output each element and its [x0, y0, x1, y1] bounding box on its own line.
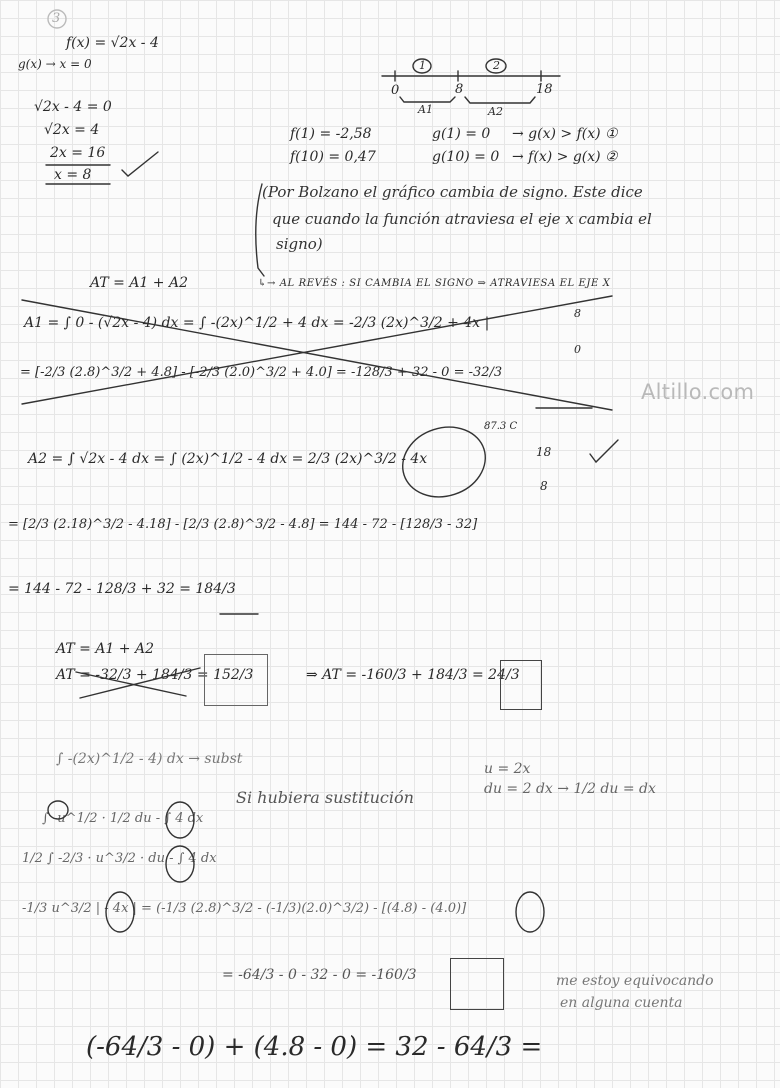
equation-step-1: √2x - 4 = 0	[34, 99, 112, 115]
f-at-10: f(10) = 0,47	[290, 149, 376, 165]
a1-integral-line: A1 = ∫ 0 - (√2x - 4) dx = ∫ -(2x)^1/2 + 4 dx = -2/3 (2x)^3/2 + 4x |	[24, 315, 490, 331]
total-corrected-answer-box	[500, 660, 542, 710]
retry-step-1: ∫ -u^1/2 · 1/2 du - ∫ 4 dx	[42, 811, 204, 826]
g-at-10: g(10) = 0	[432, 149, 500, 165]
du-definition: du = 2 dx → 1/2 du = dx	[484, 781, 656, 797]
a2-antiderivative-circle	[394, 417, 495, 508]
region-1-circle	[413, 59, 431, 73]
retry-step-3: -1/3 u^3/2 | - 4x | = (-1/3 (2.8)^3/2 - (-1/3)(2.0)^3/2) - [(4.8) - (4.0)]	[22, 901, 467, 916]
problem-number-circle	[48, 10, 66, 28]
retry-answer-box	[450, 958, 504, 1010]
tick-18-label: 18	[536, 82, 553, 97]
total-first-attempt: AT = -32/3 + 184/3 = 152/3	[56, 667, 254, 683]
region-2-label: 2	[493, 59, 500, 72]
u-definition: u = 2x	[484, 761, 531, 777]
g-at-1: g(1) = 0	[432, 126, 491, 142]
f-at-1: f(1) = -2,58	[290, 126, 372, 142]
a2-bracket	[465, 97, 535, 103]
side-note-line-2: en alguna cuenta	[560, 995, 683, 1011]
area-total-formula: AT = A1 + A2	[90, 275, 188, 291]
a2-upper-limit: 18	[536, 445, 552, 459]
f-definition: f(x) = √2x - 4	[66, 35, 159, 51]
total-corrected: ⇒ AT = -160/3 + 184/3 = 24/3	[306, 667, 520, 683]
a2-integral-line: A2 = ∫ √2x - 4 dx = ∫ (2x)^1/2 - 4 dx = 2/3 (2x)^3/2 - 4x	[28, 451, 428, 467]
tick-0-label: 0	[391, 83, 400, 98]
total-formula: AT = A1 + A2	[56, 641, 154, 657]
retry-integral: ∫ -(2x)^1/2 - 4) dx → subst	[56, 751, 243, 767]
total-first-answer-box	[204, 654, 268, 706]
bolzano-note-line-4: ↳→ AL REVÉS : SI CAMBIA EL SIGNO ⇒ ATRAVIESA EL EJE X	[258, 278, 611, 289]
check-mark-1	[122, 152, 158, 176]
a1-evaluation-line: = [-2/3 (2.8)^3/2 + 4.8] - [-2/3 (2.0)^3/2 + 4.0] = -128/3 + 32 - 0 = -32/3	[20, 365, 503, 380]
region-1-label: 1	[419, 59, 426, 72]
retry-step-4: = -64/3 - 0 - 32 - 0 = -160/3	[222, 967, 417, 983]
bolzano-note-line-1: (Por Bolzano el gráfico cambia de signo. Este dice	[262, 183, 643, 201]
bolzano-note-line-3: signo)	[276, 235, 323, 253]
a1-label: A1	[418, 103, 433, 116]
bolzano-note-line-2: que cuando la función atraviesa el eje x cambia el	[272, 210, 652, 228]
a2-result-line: = 144 - 72 - 128/3 + 32 = 184/3	[8, 581, 236, 597]
tick-8-label: 8	[455, 82, 464, 97]
final-expression: (-64/3 - 0) + (4.8 - 0) = 32 - 64/3 =	[86, 1032, 543, 1062]
equation-step-3: 2x = 16	[50, 145, 106, 161]
equation-step-2: √2x = 4	[44, 122, 100, 138]
comparison-2: → f(x) > g(x) ②	[512, 149, 618, 165]
equation-step-4: x = 8	[54, 167, 92, 183]
watermark-text: Altillo.com	[641, 380, 755, 404]
g-definition: g(x) → x = 0	[18, 57, 92, 71]
retry-step-2: 1/2 ∫ -2/3 · u^3/2 · du - ∫ 4 dx	[22, 851, 217, 866]
a1-bracket	[400, 97, 455, 102]
retry-circle-4	[106, 892, 134, 932]
retry-circle-1	[48, 801, 68, 819]
problem-number: 3	[52, 11, 61, 26]
a1-strike-2	[22, 296, 612, 404]
a1-upper-limit: 8	[574, 307, 581, 320]
comparison-1: → g(x) > f(x) ①	[512, 126, 618, 142]
bolzano-bracket	[256, 184, 264, 276]
a2-evaluation-line: = [2/3 (2.18)^3/2 - 4.18] - [2/3 (2.8)^3/2 - 4.8] = 144 - 72 - [128/3 - 32]	[8, 517, 478, 532]
retry-circle-5	[516, 892, 544, 932]
region-2-circle	[486, 59, 506, 73]
a1-lower-limit: 0	[574, 343, 581, 356]
a2-lower-limit: 8	[540, 479, 548, 493]
retry-circle-2	[166, 802, 194, 838]
total-strike-2	[80, 668, 200, 698]
retry-circle-3	[166, 846, 194, 882]
retry-remark: Si hubiera sustitución	[236, 788, 414, 807]
a2-label: A2	[488, 105, 503, 118]
side-note-line-1: me estoy equivocando	[556, 973, 714, 989]
a1-strike-1	[22, 300, 612, 410]
check-mark-2	[590, 440, 618, 462]
a2-margin-note: 87.3 C	[484, 421, 518, 432]
